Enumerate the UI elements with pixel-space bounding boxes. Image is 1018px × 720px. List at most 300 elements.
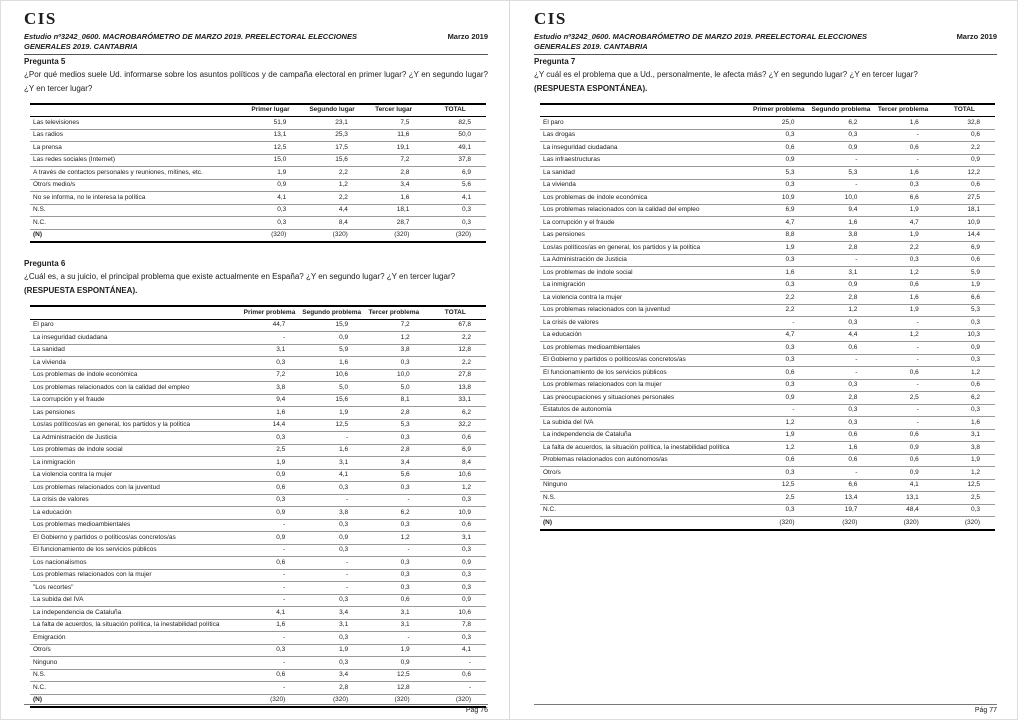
cell-value: 0,3: [810, 317, 873, 330]
table-row: [540, 192, 995, 205]
cell-value: 0,3: [748, 504, 809, 517]
row-label: La inseguridad ciudadana: [30, 332, 239, 345]
row-label: La subida del IVA: [540, 417, 748, 430]
cell-value: 5,3: [363, 419, 425, 432]
row-label: Los problemas relacionados con la juventud: [540, 304, 748, 317]
row-label: La inmigración: [540, 279, 748, 292]
row-label: Ninguno: [30, 657, 239, 670]
cell-value: 12,8: [363, 682, 425, 695]
page-number: Pág 76: [465, 707, 488, 714]
table-row: [540, 392, 995, 405]
table-row: [540, 279, 995, 292]
cell-value: -: [239, 544, 301, 557]
cell-value: 0,3: [239, 644, 301, 657]
cell-value: 6,9: [934, 242, 995, 255]
cell-value: 0,6: [810, 429, 873, 442]
study-header: [534, 32, 997, 55]
cell-value: 7,2: [239, 369, 301, 382]
cell-value: 3,8: [300, 507, 363, 520]
cell-value: 13,1: [240, 129, 302, 142]
cell-value: 1,6: [239, 407, 301, 420]
row-label: La Administración de Justicia: [540, 254, 748, 267]
row-label: Las radios: [30, 129, 240, 142]
cell-value: 17,5: [301, 142, 363, 155]
cell-value: 0,3: [934, 354, 995, 367]
question-7-note: (RESPUESTA ESPONTÁNEA).: [534, 83, 648, 93]
cell-value: 1,2: [934, 467, 995, 480]
row-label: La falta de acuerdos, la situación política, la inestabilidad política: [540, 442, 748, 455]
cell-value: 23,1: [301, 117, 363, 130]
cell-value: 0,3: [300, 594, 363, 607]
cell-value: 0,3: [748, 379, 809, 392]
row-label: N.S.: [30, 204, 240, 217]
table-row: [30, 619, 486, 632]
row-label-header: [30, 104, 240, 117]
table-row: [30, 154, 486, 167]
cell-value: 0,6: [425, 519, 486, 532]
cell-value: -: [810, 179, 873, 192]
cell-value: 0,6: [748, 142, 809, 155]
column-header: Primer problema: [239, 306, 301, 319]
cell-value: 8,4: [425, 457, 486, 470]
cell-value: 18,1: [934, 204, 995, 217]
cell-value: -: [363, 494, 425, 507]
table-row: [540, 354, 995, 367]
row-label: Los problemas relacionados con la calidad del empleo: [30, 382, 239, 395]
cell-value: -: [239, 594, 301, 607]
cell-value: 14,4: [934, 229, 995, 242]
table-row: [540, 442, 995, 455]
cell-value: 3,4: [300, 607, 363, 620]
table-row: [540, 142, 995, 155]
cell-value: 0,6: [872, 454, 933, 467]
table-row: [540, 379, 995, 392]
cell-value: 14,4: [239, 419, 301, 432]
cell-value: 2,2: [301, 192, 363, 205]
column-header: TOTAL: [934, 104, 995, 117]
row-label: N.C.: [30, 682, 239, 695]
cell-value: 2,8: [363, 167, 425, 180]
cell-value: 50,0: [424, 129, 486, 142]
cis-logo: CIS: [24, 9, 57, 28]
row-label: Los problemas relacionados con la calidad del empleo: [540, 204, 748, 217]
table-row: [540, 467, 995, 480]
cell-value: 0,9: [748, 392, 809, 405]
cell-value: 0,3: [425, 632, 486, 645]
cell-value: 1,6: [300, 357, 363, 370]
cell-value: 0,3: [363, 519, 425, 532]
table-row: [540, 367, 995, 380]
cell-value: 0,6: [239, 669, 301, 682]
cell-value: 37,8: [424, 154, 486, 167]
cell-value: 0,6: [748, 454, 809, 467]
column-header: TOTAL: [425, 306, 486, 319]
column-header: TOTAL: [424, 104, 486, 117]
cell-value: -: [300, 432, 363, 445]
cell-value: 0,9: [239, 507, 301, 520]
question-6-text: [24, 270, 488, 298]
cell-value: (320): [363, 694, 425, 707]
row-label: La independencia de Cataluña: [540, 429, 748, 442]
cell-value: 0,3: [748, 354, 809, 367]
row-label: La inseguridad ciudadana: [540, 142, 748, 155]
table-row: [30, 357, 486, 370]
row-label: La crisis de valores: [30, 494, 239, 507]
table-row: [30, 607, 486, 620]
cell-value: 0,9: [748, 154, 809, 167]
cell-value: 0,3: [300, 657, 363, 670]
cell-value: 0,3: [748, 254, 809, 267]
cell-value: 10,9: [748, 192, 809, 205]
cell-value: -: [239, 569, 301, 582]
cell-value: 0,6: [810, 454, 873, 467]
row-label: La sanidad: [30, 344, 239, 357]
row-label: Los problemas medioambientales: [540, 342, 748, 355]
cell-value: 6,2: [934, 392, 995, 405]
column-header: Segundo problema: [300, 306, 363, 319]
cell-value: 1,2: [363, 332, 425, 345]
cell-value: 3,8: [239, 382, 301, 395]
study-line1: Estudio nº3242_0600. MACROBARÓMETRO DE MARZO 2019. PREELECTORAL ELECCIONES: [534, 31, 867, 41]
row-label: Las redes sociales (Internet): [30, 154, 240, 167]
column-header: Tercer lugar: [363, 104, 425, 117]
table-row: [540, 429, 995, 442]
cell-value: -: [425, 657, 486, 670]
row-label: Las pensiones: [540, 229, 748, 242]
table-row: [540, 129, 995, 142]
cell-value: 4,1: [240, 192, 302, 205]
row-label: Los problemas de índole económica: [30, 369, 239, 382]
page-footer-right: [534, 704, 997, 715]
table-row: [540, 229, 995, 242]
cell-value: -: [810, 354, 873, 367]
row-label: La corrupción y el fraude: [540, 217, 748, 230]
row-label: El funcionamiento de los servicios públicos: [540, 367, 748, 380]
cell-value: 7,5: [363, 117, 425, 130]
cell-value: 1,9: [872, 229, 933, 242]
table-row: [30, 167, 486, 180]
table-row: [30, 419, 486, 432]
row-label: Las televisiones: [30, 117, 240, 130]
cell-value: 1,9: [934, 279, 995, 292]
row-label: "Los recortes": [30, 582, 239, 595]
column-header: Tercer problema: [872, 104, 933, 117]
table-row: [540, 317, 995, 330]
cell-value: (320): [300, 694, 363, 707]
question-6-label: Pregunta 6: [24, 259, 66, 269]
cell-value: 3,1: [300, 619, 363, 632]
cell-value: 0,6: [872, 429, 933, 442]
cell-value: 32,8: [934, 117, 995, 130]
question-5-text: ¿Por qué medios suele Ud. informarse sobre los asuntos políticos y de campaña electoral en primer lugar? ¿Y en segundo lugar? ¿Y en tercer lugar?: [24, 69, 488, 93]
cell-value: 13,4: [810, 492, 873, 505]
cell-value: 2,5: [934, 492, 995, 505]
cell-value: 1,6: [810, 442, 873, 455]
cell-value: (320): [239, 694, 301, 707]
cell-value: 1,2: [363, 532, 425, 545]
row-label: La violencia contra la mujer: [540, 292, 748, 305]
cell-value: 1,9: [748, 429, 809, 442]
cell-value: -: [810, 367, 873, 380]
row-label: Ninguno: [540, 479, 748, 492]
cell-value: 2,5: [239, 444, 301, 457]
cell-value: -: [300, 557, 363, 570]
table-row: [30, 444, 486, 457]
cell-value: -: [363, 544, 425, 557]
cell-value: (320): [748, 517, 809, 530]
cell-value: 2,2: [934, 142, 995, 155]
cell-value: 10,0: [810, 192, 873, 205]
row-label: La inmigración: [30, 457, 239, 470]
cell-value: 1,6: [300, 444, 363, 457]
table-row: [30, 394, 486, 407]
cell-value: 6,6: [934, 292, 995, 305]
table-row: [540, 217, 995, 230]
cell-value: 0,9: [425, 557, 486, 570]
question-7-text: [534, 68, 997, 96]
row-label: Las pensiones: [30, 407, 239, 420]
row-label: Otro/s: [540, 467, 748, 480]
cell-value: 0,3: [810, 417, 873, 430]
table-row: [30, 192, 486, 205]
table-row: [30, 229, 486, 242]
cell-value: 7,8: [425, 619, 486, 632]
cell-value: 3,4: [363, 179, 425, 192]
cell-value: 0,6: [425, 432, 486, 445]
cell-value: -: [810, 467, 873, 480]
table-row: [30, 494, 486, 507]
cell-value: 3,1: [239, 344, 301, 357]
row-label: Problemas relacionados con autónomos/as: [540, 454, 748, 467]
row-label: La crisis de valores: [540, 317, 748, 330]
table-row: [30, 632, 486, 645]
row-label: N.S.: [540, 492, 748, 505]
cell-value: 3,8: [810, 229, 873, 242]
cell-value: 3,4: [363, 457, 425, 470]
cell-value: 2,8: [810, 242, 873, 255]
cell-value: -: [239, 682, 301, 695]
cell-value: 4,7: [748, 329, 809, 342]
table-row: [30, 179, 486, 192]
table-row: [30, 519, 486, 532]
cell-value: 5,9: [934, 267, 995, 280]
cell-value: 0,3: [748, 129, 809, 142]
cell-value: 13,8: [425, 382, 486, 395]
row-label: (N): [30, 694, 239, 707]
cell-value: 5,3: [810, 167, 873, 180]
row-label: Los/as políticos/as en general, los partidos y la política: [540, 242, 748, 255]
row-label: La vivienda: [540, 179, 748, 192]
table-row: [540, 342, 995, 355]
cell-value: -: [239, 657, 301, 670]
cell-value: 28,7: [363, 217, 425, 230]
cell-value: 0,6: [934, 379, 995, 392]
cell-value: 0,3: [363, 432, 425, 445]
cell-value: 2,2: [748, 292, 809, 305]
pregunta6-table: [30, 305, 486, 708]
cell-value: 10,0: [363, 369, 425, 382]
cell-value: 0,6: [239, 557, 301, 570]
cell-value: 0,9: [240, 179, 302, 192]
cell-value: 2,2: [872, 242, 933, 255]
table-row: [30, 482, 486, 495]
cell-value: -: [872, 317, 933, 330]
cell-value: 25,0: [748, 117, 809, 130]
table-header-row: [30, 104, 486, 117]
cell-value: 0,6: [934, 129, 995, 142]
question-6-body: ¿Cuál es, a su juicio, el principal problema que existe actualmente en España? ¿Y en segundo lugar? ¿Y en tercer lugar?: [24, 272, 456, 282]
cell-value: 4,1: [425, 644, 486, 657]
cell-value: 0,3: [425, 582, 486, 595]
cell-value: 4,7: [872, 217, 933, 230]
cell-value: 5,0: [300, 382, 363, 395]
cell-value: 6,2: [810, 117, 873, 130]
cell-value: 44,7: [239, 319, 301, 332]
cell-value: 15,0: [240, 154, 302, 167]
page-footer-left: [24, 704, 488, 715]
cell-value: 0,3: [872, 179, 933, 192]
cell-value: 0,9: [363, 657, 425, 670]
cell-value: 10,6: [425, 469, 486, 482]
cell-value: 5,3: [934, 304, 995, 317]
cell-value: 67,8: [425, 319, 486, 332]
row-label: Los nacionalismos: [30, 557, 239, 570]
cell-value: 0,3: [748, 279, 809, 292]
table-row: [540, 479, 995, 492]
study-date: Marzo 2019: [956, 31, 997, 41]
cell-value: 3,1: [363, 619, 425, 632]
cell-value: 0,3: [424, 204, 486, 217]
table-row: [540, 267, 995, 280]
cell-value: -: [872, 129, 933, 142]
cell-value: 2,2: [425, 357, 486, 370]
table-header-row: [30, 306, 486, 319]
cell-value: 6,6: [810, 479, 873, 492]
cell-value: 12,2: [934, 167, 995, 180]
table-row: [30, 142, 486, 155]
cell-value: 6,2: [425, 407, 486, 420]
cell-value: 2,8: [810, 292, 873, 305]
row-label: El paro: [540, 117, 748, 130]
cell-value: 3,1: [425, 532, 486, 545]
cell-value: 3,4: [300, 669, 363, 682]
cell-value: 1,2: [810, 304, 873, 317]
row-label: Los problemas relacionados con la juventud: [30, 482, 239, 495]
table-row: [30, 557, 486, 570]
cell-value: (320): [424, 229, 486, 242]
table-row: [30, 582, 486, 595]
table-row: [540, 492, 995, 505]
table-row: [540, 254, 995, 267]
table-row: [540, 454, 995, 467]
table-row: [540, 517, 995, 530]
cell-value: 19,7: [810, 504, 873, 517]
question-7-body: ¿Y cuál es el problema que a Ud., personalmente, le afecta más? ¿Y en segundo lugar? ¿Y en tercer lugar?: [534, 69, 918, 79]
table-row: [30, 129, 486, 142]
cell-value: 0,3: [363, 569, 425, 582]
row-label: Otro/s: [30, 644, 239, 657]
row-label: Los/as políticos/as en general, los partidos y la política: [30, 419, 239, 432]
study-header: [24, 32, 488, 55]
table-row: [30, 457, 486, 470]
table-row: [30, 117, 486, 130]
cell-value: 4,4: [810, 329, 873, 342]
cell-value: 2,5: [748, 492, 809, 505]
table-row: [540, 404, 995, 417]
table-row: [30, 669, 486, 682]
cell-value: 33,1: [425, 394, 486, 407]
cell-value: 1,6: [239, 619, 301, 632]
cell-value: 15,9: [300, 319, 363, 332]
study-title: [24, 32, 409, 52]
cell-value: 1,9: [872, 204, 933, 217]
cell-value: -: [300, 582, 363, 595]
cell-value: 3,1: [810, 267, 873, 280]
cell-value: 0,3: [425, 494, 486, 507]
cell-value: -: [810, 254, 873, 267]
cell-value: 1,2: [425, 482, 486, 495]
cell-value: 12,5: [300, 419, 363, 432]
cell-value: 1,6: [872, 167, 933, 180]
cell-value: 0,9: [300, 532, 363, 545]
cell-value: 12,5: [240, 142, 302, 155]
cell-value: 1,9: [934, 454, 995, 467]
cell-value: 3,1: [934, 429, 995, 442]
cell-value: -: [300, 569, 363, 582]
cell-value: 2,5: [872, 392, 933, 405]
row-label: (N): [540, 517, 748, 530]
cell-value: 1,2: [872, 329, 933, 342]
cell-value: 0,9: [300, 332, 363, 345]
row-label: La subida del IVA: [30, 594, 239, 607]
table-row: [30, 382, 486, 395]
cell-value: 0,6: [239, 482, 301, 495]
cell-value: 51,9: [240, 117, 302, 130]
cell-value: -: [239, 519, 301, 532]
table-row: [540, 204, 995, 217]
row-label: La corrupción y el fraude: [30, 394, 239, 407]
cell-value: 5,3: [748, 167, 809, 180]
table-row: [30, 469, 486, 482]
cell-value: 0,3: [810, 129, 873, 142]
cell-value: 5,6: [363, 469, 425, 482]
cell-value: -: [872, 379, 933, 392]
cell-value: 1,6: [934, 417, 995, 430]
row-label: Otro/s medio/s: [30, 179, 240, 192]
study-line1: Estudio nº3242_0600. MACROBARÓMETRO DE MARZO 2019. PREELECTORAL ELECCIONES: [24, 31, 357, 41]
table-row: [30, 332, 486, 345]
cell-value: (320): [425, 694, 486, 707]
cell-value: 1,9: [300, 644, 363, 657]
cell-value: 0,6: [425, 669, 486, 682]
table-row: [30, 344, 486, 357]
row-label: La independencia de Cataluña: [30, 607, 239, 620]
cell-value: 0,3: [240, 204, 302, 217]
table-row: [30, 204, 486, 217]
cell-value: 10,6: [300, 369, 363, 382]
cell-value: 0,3: [748, 179, 809, 192]
page-right: [509, 0, 1018, 720]
cell-value: 0,3: [748, 342, 809, 355]
cell-value: 4,7: [748, 217, 809, 230]
cell-value: (320): [301, 229, 363, 242]
column-header: Tercer problema: [363, 306, 425, 319]
cell-value: 1,6: [748, 267, 809, 280]
cell-value: 0,3: [424, 217, 486, 230]
table-row: [540, 167, 995, 180]
cell-value: 9,4: [239, 394, 301, 407]
cell-value: (320): [810, 517, 873, 530]
